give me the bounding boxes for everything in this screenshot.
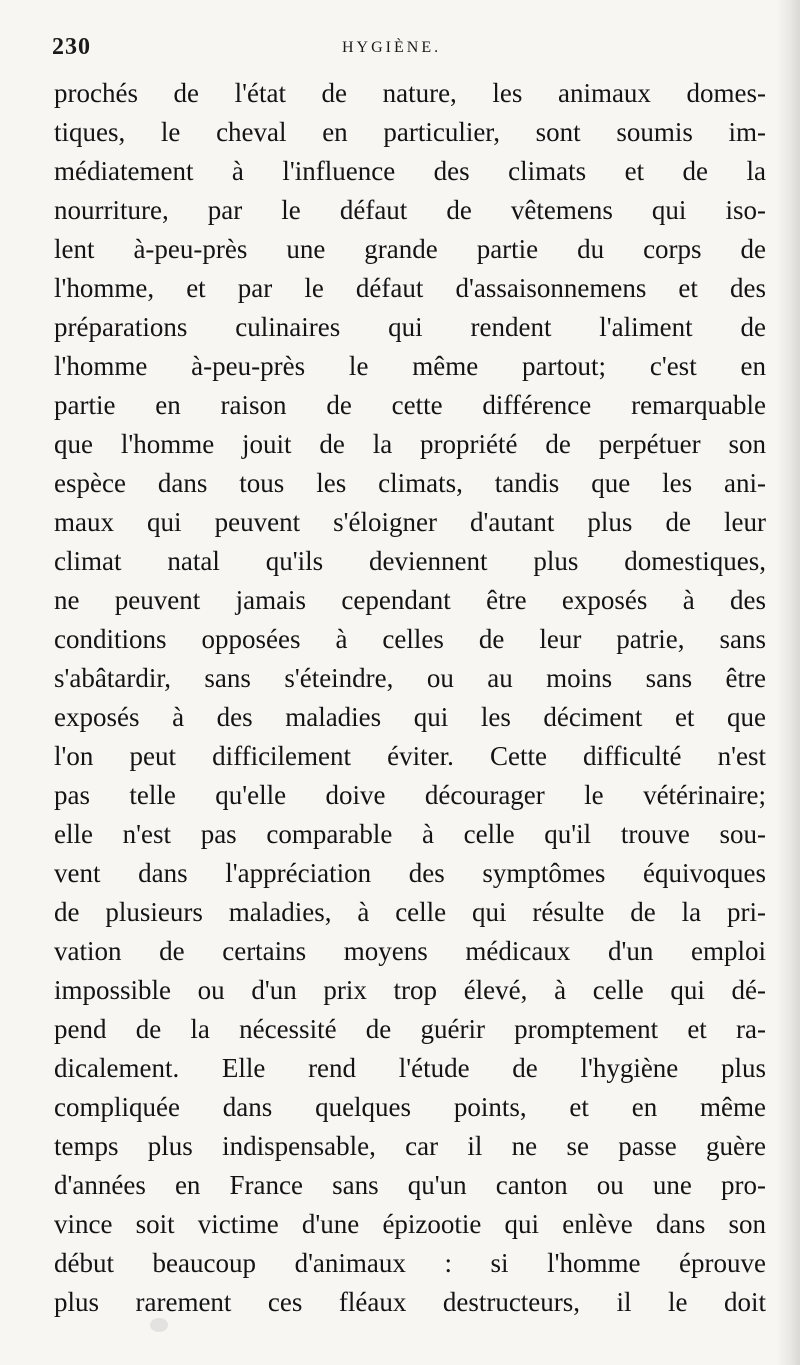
text-line: l'homme, et par le défaut d'assaisonnemens et des [54,273,766,303]
running-title: HYGIÈNE. [342,39,442,56]
body-text [54,74,766,1322]
text-line: vent dans l'appréciation des symptômes équivoques [54,858,766,888]
page-gutter-shadow [776,0,800,1365]
text-line: de plusieurs maladies, à celle qui résulte de la pri- [54,897,766,927]
text-line: temps plus indispensable, car il ne se passe guère [54,1131,766,1161]
text-line: conditions opposées à celles de leur patrie, sans [54,624,766,654]
text-line: pend de la nécessité de guérir promptement et ra- [54,1014,766,1044]
running-head [52,34,752,64]
text-line: exposés à des maladies qui les déciment et que [54,702,766,732]
text-line: vation de certains moyens médicaux d'un emploi [54,936,766,966]
ink-blot [150,1318,168,1332]
text-line: préparations culinaires qui rendent l'aliment de [54,312,766,342]
text-line: impossible ou d'un prix trop élevé, à celle qui dé- [54,975,766,1005]
text-line: prochés de l'état de nature, les animaux domes- [54,78,766,108]
text-line: elle n'est pas comparable à celle qu'il trouve sou- [54,819,766,849]
text-line: espèce dans tous les climats, tandis que les ani- [54,468,766,498]
text-line: partie en raison de cette différence remarquable [54,390,766,420]
text-line: climat natal qu'ils deviennent plus domestiques, [54,546,766,576]
text-line: plus rarement ces fléaux destructeurs, il le doit [54,1287,766,1317]
text-line: d'années en France sans qu'un canton ou une pro- [54,1170,766,1200]
text-line: dicalement. Elle rend l'étude de l'hygiène plus [54,1053,766,1083]
text-line: ne peuvent jamais cependant être exposés à des [54,585,766,615]
text-line: l'on peut difficilement éviter. Cette difficulté n'est [54,741,766,771]
text-line: l'homme à-peu-près le même partout; c'est en [54,351,766,381]
text-line: compliquée dans quelques points, et en même [54,1092,766,1122]
text-line: s'abâtardir, sans s'éteindre, ou au moins sans être [54,663,766,693]
text-line: médiatement à l'influence des climats et de la [54,156,766,186]
text-line: que l'homme jouit de la propriété de perpétuer son [54,429,766,459]
text-line: nourriture, par le défaut de vêtemens qui iso- [54,195,766,225]
text-line: début beaucoup d'animaux : si l'homme éprouve [54,1248,766,1278]
text-line: lent à-peu-près une grande partie du corps de [54,234,766,264]
page-number: 230 [52,34,91,60]
text-line: maux qui peuvent s'éloigner d'autant plus de leur [54,507,766,537]
text-line: tiques, le cheval en particulier, sont soumis im- [54,117,766,147]
text-line: vince soit victime d'une épizootie qui enlève dans son [54,1209,766,1239]
text-line: pas telle qu'elle doive décourager le vétérinaire; [54,780,766,810]
